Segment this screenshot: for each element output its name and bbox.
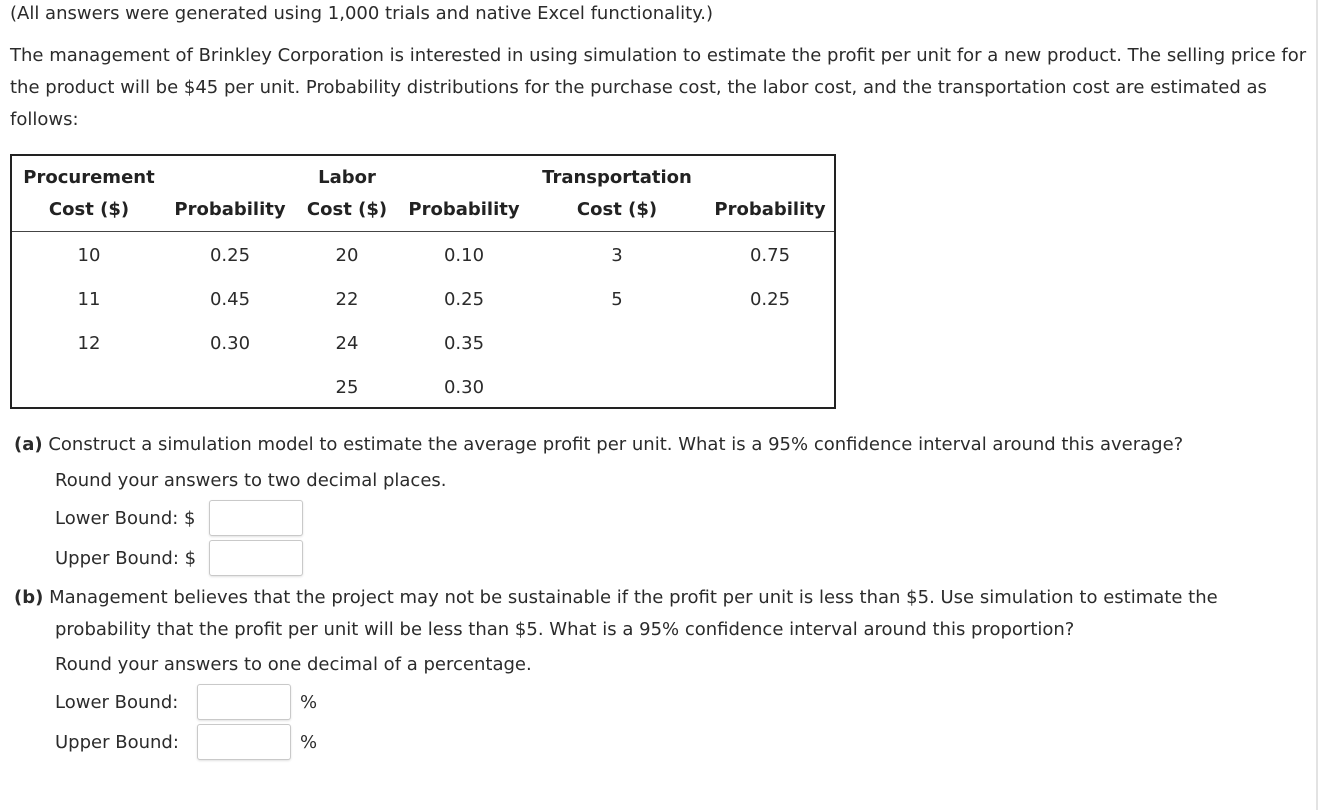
header-transportation: Transportation [542, 167, 692, 188]
part-b-lower-unit: % [300, 692, 318, 713]
part-b-instruction: Round your answers to one decimal of a percentage. [55, 654, 532, 675]
table-cell: 0.25 [209, 245, 251, 266]
part-b-tag: (b) [14, 587, 44, 608]
cost-distribution-table [10, 154, 836, 409]
table-cell: 0.75 [749, 245, 791, 266]
table-cell: 25 [335, 377, 359, 398]
table-cell: 0.10 [443, 245, 485, 266]
header-probability-3: Probability [714, 199, 826, 220]
part-b-lower-bound-input[interactable] [197, 684, 291, 720]
header-divider [12, 231, 834, 232]
part-b-upper-unit: % [300, 732, 318, 753]
table-cell: 0.30 [443, 377, 485, 398]
part-a-lower-bound-input[interactable] [209, 500, 303, 536]
problem-intro: The management of Brinkley Corporation is interested in using simulation to estimate the profit per unit for a new product. The selling price for the product will be $45 per unit. Probability distributions for the purchase cost, the labor cost, and the transportation cost are estimated as follows: [10, 45, 1307, 130]
part-b-question-text: Management believes that the project may not be sustainable if the profit per unit is less than $5. Use simulation to estimate the probability that the profit per unit will be less than $5. What is a 95% confidence interval around this proportion? [49, 587, 1218, 640]
table-cell: 22 [335, 289, 359, 310]
part-b-lower-label: Lower Bound: [55, 692, 179, 713]
table-cell: 0.35 [443, 333, 485, 354]
part-a-question [14, 430, 1294, 460]
part-a-question-text: Construct a simulation model to estimate the average profit per unit. What is a 95% confidence interval around this average? [48, 434, 1184, 455]
table-cell: 24 [335, 333, 359, 354]
table-cell: 11 [77, 289, 101, 310]
table-cell: 5 [611, 289, 623, 310]
header-probability-2: Probability [408, 199, 520, 220]
header-labor: Labor [318, 167, 376, 188]
header-transport-cost: Cost ($) [576, 199, 658, 220]
header-procurement: Procurement [23, 167, 155, 188]
table-cell: 0.25 [443, 289, 485, 310]
part-a-instruction: Round your answers to two decimal places. [55, 470, 447, 491]
header-labor-cost: Cost ($) [306, 199, 388, 220]
part-a-upper-label: Upper Bound: $ [55, 548, 197, 569]
table-cell: 20 [335, 245, 359, 266]
table-cell: 12 [77, 333, 101, 354]
part-b-upper-label: Upper Bound: [55, 732, 179, 753]
header-procurement-cost: Cost ($) [48, 199, 130, 220]
table-cell: 10 [77, 245, 101, 266]
part-b [14, 582, 1294, 646]
trials-note: (All answers were generated using 1,000 trials and native Excel functionality.) [10, 3, 714, 24]
part-b-question [14, 582, 1294, 646]
table-cell: 0.45 [209, 289, 251, 310]
part-a-tag: (a) [14, 434, 43, 455]
table-cell: 0.30 [209, 333, 251, 354]
table-cell: 3 [611, 245, 623, 266]
part-a-lower-label: Lower Bound: $ [55, 508, 196, 529]
table-cell: 0.25 [749, 289, 791, 310]
part-a-upper-bound-input[interactable] [209, 540, 303, 576]
part-a [14, 430, 1294, 460]
header-probability-1: Probability [174, 199, 286, 220]
page-scroll-edge [1316, 0, 1318, 810]
part-b-upper-bound-input[interactable] [197, 724, 291, 760]
